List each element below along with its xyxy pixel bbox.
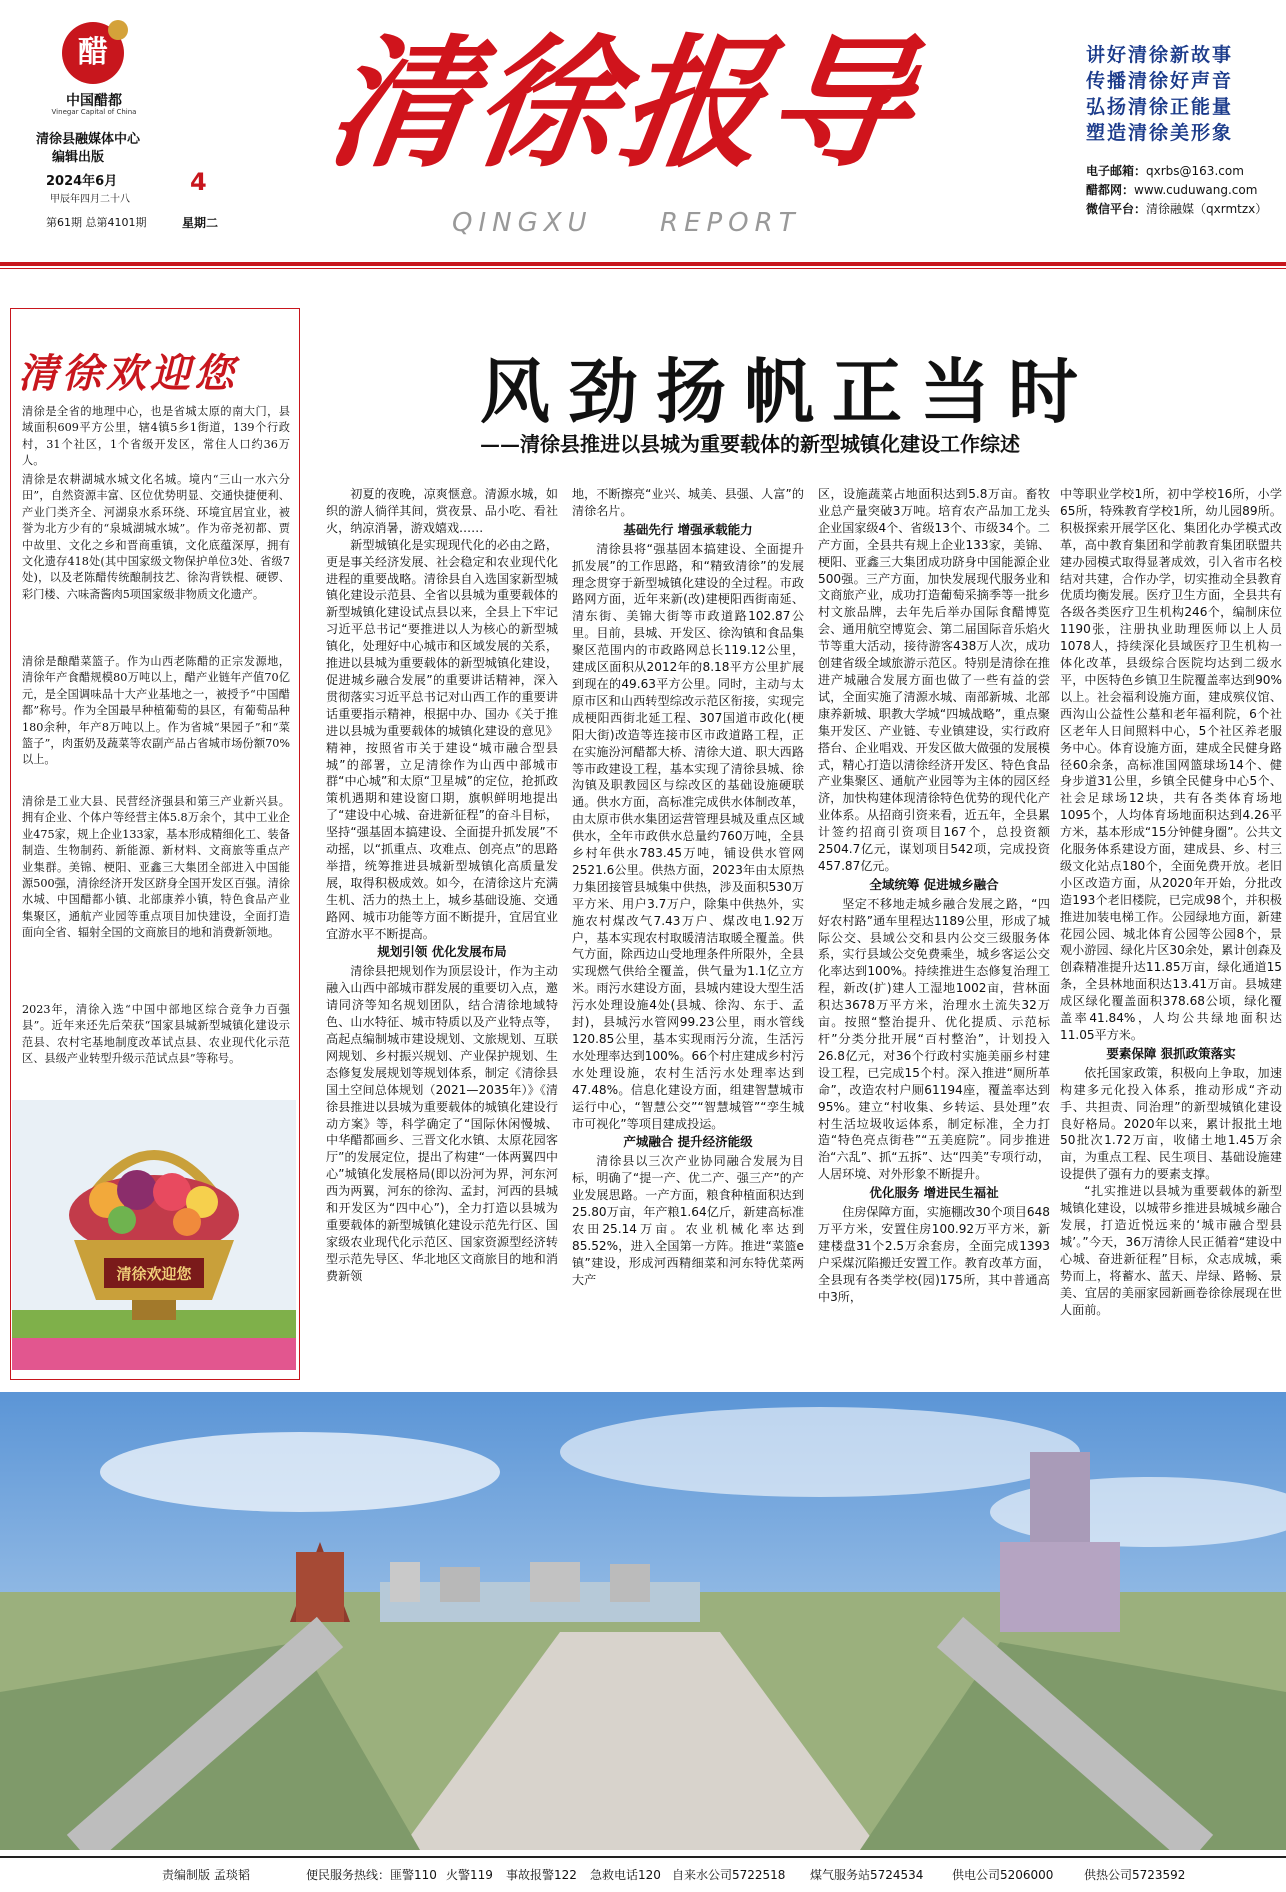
contact-website [1086, 181, 1276, 198]
footer-water: 自来水公司5722518 [672, 1868, 786, 1882]
publisher-line-1: 清徐县融媒体中心 [36, 132, 141, 147]
footer-power: 供电公司5206000 [952, 1868, 1054, 1882]
article-paragraph: 初夏的夜晚，凉爽惬意。清源水城，如织的游人徜徉其间，赏夜景、品小吃、看社火，纳凉消暑，游戏嬉戏…… [326, 487, 558, 535]
section-heading: 基础先行 增强承载能力 [623, 521, 753, 537]
footer-fire: 火警119 [446, 1868, 493, 1882]
basket-sign: 清徐欢迎您 [116, 1265, 192, 1283]
sidebar-paragraph-4: 清徐是工业大县、民营经济强县和第三产业新兴县。拥有企业、个体户等经营主体5.8万余个，其中工业企业475家，规上企业133家，基本形成精细化工、装备制造、生物制药、新能源、新材料、文商旅等重点产业集群。美锦、梗阳、亚鑫三大集团全部进入中国能源500强，清徐经济开发区跻身全国开发区百强。清徐水城、中国醋都小镇、北部康养小镇，特色食品产业集聚区，通航产业园等重点项目加快建设，全面打造面向全省、辐射全国的文商旅目的地和消费新领地。 [22, 795, 290, 940]
sidebar-paragraph-2: 清徐是农耕湖城水城文化名城。境内“三山一水六分田”，自然资源丰富、区位优势明显、交通快捷便利、产业门类齐全、河湖泉水系环绕、环境宜居宜业，被誉为北方少有的“泉城湖城水城”。作为帝尧初都、贾中故里、文化之乡和晋商重镇，文化底蕴深厚，拥有文化遗存418处(其中国家级文物保护单位3处、省级7处)，以及老陈醋传统酿制技艺、徐沟背铁棍、硬锣、彩门楼、六味斋酱肉5项国家级非物质文化遗产。 [22, 473, 290, 601]
city-panorama-photo [0, 1392, 1286, 1850]
section-heading: 全域统筹 促进城乡融合 [869, 876, 999, 892]
slogan-4: 塑造清徐美形象 [1086, 122, 1234, 144]
slogan-2: 传播清徐好声音 [1086, 70, 1234, 92]
article-paragraph: 地，不断擦亮“业兴、城美、县强、人富”的清徐名片。 [572, 487, 804, 518]
article-column-1 [326, 486, 558, 1285]
footer-emergency: 急救电话120 [590, 1868, 661, 1882]
vinegar-capital-logo: 醋 [62, 22, 124, 84]
footer-gas: 煤气服务站5724534 [810, 1868, 924, 1882]
contact-email-value[interactable]: qxrbs@163.com [1146, 164, 1244, 178]
newspaper-title-en-1: QINGXU [452, 208, 593, 238]
footer-bar [0, 1856, 1286, 1892]
article-paragraph: 清徐县将“强基固本搞建设、全面提升抓发展”的工作思路，和“精致清徐”的发展理念贯穿于新型城镇化建设的全过程。市政路网方面，近年来新(改)建梗阳西街南延、清东街、美锦大街等市政道路102.87公里。目前，县城、开发区、徐沟镇和食品集聚区范围内的市政路网总长119.12公里，建成区面积从2012年的8.18平方公里扩展到现在的49.63平方公里。同时，主动与太原市区和山西转型综改示范区衔接，实现完成梗阳西街北延工程、307国道市政化(梗阳大街)改造等连接市区市政道路工程，正在实施汾河醋都大桥、清徐大道、职大西路等市政建设工程，基本实现了清徐县城、徐沟镇及职教园区与综改区的基础设施硬联通。供水方面，高标准完成供水体制改革，由太原市供水集团运营管理县城及重点区域供水，全年市政供水总量约760万吨，全县乡村年供水783.45万吨，铺设供水管网2521.6公里。供热方面，2023年由太原热力集团接管县城集中供热，涉及面积530万平方米、用户3.7万户，除集中供热外，实施农村煤改气7.43万户、煤改电1.92万户，基本实现农村取暖清洁取暖全覆盖。供气方面，除西边山受地理条件所限外，全县实现燃气供给全覆盖，供气量为1.1亿立方米。雨污水建设方面，县城内建设大型生活污水处理设施4处(县城、徐沟、东于、孟封)，县城污水管网99.23公里，雨水管线120.85公里，基本实现雨污分流，生活污水处理率达到100%。66个村庄建成乡村污水处理设施，农村生活污水处理率达到47.48%。信息化建设方面，组建智慧城市运行中心，“智慧公交”“智慧城管”“孪生城市可视化”等项目建成投运。 [572, 541, 804, 1131]
article-paragraph: 清徐县把规划作为顶层设计，作为主动融入山西中部城市群发展的重要切入点，邀请同济等知名规划团队，结合清徐地域特色、山水特征、城市特质以及产业特点等，高起点编制城市建设规划、文旅规划、互联网规划、乡村振兴规划、产业保护规划、生态修复发展规划等规划体系，制定《清徐县国土空间总体规划（2021—2035年）》《清徐县推进以县城为重要载体的城镇化建设行动方案》等，科学确定了“国际休闲慢城、中华醋都画乡、三晋文化水镇、太原花园客厅”的发展定位，提出了构建“一体两翼四中心”城镇化发展格局(即以汾河为界，河东河西为两翼，河东的徐沟、孟封，河西的县城和开发区为“四中心”)，全力打造以县城为重要载体的新型城镇化建设示范先行区、国家级农业现代化示范区、国家资源型经济转型示范先导区、华北地区文商旅目的地和消费新领 [326, 964, 558, 1283]
section-heading: 产城融合 提升经济能级 [623, 1134, 753, 1150]
issue-date: 2024年6月 [46, 174, 118, 189]
section-heading: 规划引领 优化发展布局 [377, 944, 507, 960]
newspaper-title: 清徐报导 [318, 21, 926, 187]
brand-name-en: Vinegar Capital of China [51, 108, 137, 116]
article-paragraph: 清徐县以三次产业协同融合发展为目标，明确了“提一产、优二产、强三产”的产业发展思路。一产方面，粮食种植面积达到25.80万亩，年产粮1.64亿斤，新建高标准农田25.14万亩。农业机械化率达到85.52%，进入全国第一方阵。推进“菜篮e镇”建设，形成河西精细菜和河东特优菜两大产 [572, 1154, 804, 1287]
footer-hotline-police: 便民服务热线：匪警110 [306, 1868, 437, 1882]
brand-name-cn: 中国醋都 [66, 93, 122, 109]
article-column-4 [1060, 486, 1282, 1318]
sidebar-paragraph-3: 清徐是酿醋菜篮子。作为山西老陈醋的正宗发源地，清徐年产食醋规模80万吨以上，醋产业链年产值70亿元，是全国调味品十大产业基地之一，被授予“中国醋都”称号。作为全国最早种植葡萄的县区，有葡萄品种180余种，年产8万吨以上。作为省城“果园子”和“菜篮子”，肉蛋奶及蔬菜等农副产品占省城市场份额70%以上。 [22, 655, 290, 767]
article-paragraph: 中等职业学校1所，初中学校16所，小学65所，特殊教育学校1所，幼儿园89所。积极探索开展学区化、集团化办学模式改革，高中教育集团和学前教育集团联盟共建办园模式取得显著成效，引入省市名校结对共建，合作办学，切实推动全县教育优质均衡发展。医疗卫生方面，全县共有各级各类医疗卫生机构246个，编制床位1190张，注册执业助理医师以上人员1078人，持续深化县域医疗卫生机构一体化改革，县级综合医院均达到二级水平，中医特色乡镇卫生院覆盖率达到90%以上。社会福利设施方面，建成殡仪馆、西沟山公益性公墓和老年福利院，6个社区老年人日间照料中心，5个社区养老服务中心。体育设施方面，建成全民健身路径60余条，高标准国网篮球场14个、健身步道31公里，乡镇全民健身中心5个、社会足球场12块，共有各类体育场地1095个，人均体育场地面积达到4.26平方米，基本形成“15分钟健身圈”。公共文化服务体系建设方面，建成县、乡、村三级文化站点180个，全面免费开放。老旧小区改造方面，从2020年开始，分批改造193个老旧楼院，已完成98个，并积极推进加装电梯工作。公园绿地方面，新建花园公园、城北体育公园等公园8个，景观小游园、绿化片区30余处，累计创森及创森精准提升达11.85万亩，绿化通道15条，全县林地面积达13.41万亩。县城建成区绿化覆盖面积378.68公顷，绿化覆盖率41.84%，人均公共绿地面积达11.05平方米。 [1060, 487, 1282, 1042]
article-paragraph: 区，设施蔬菜占地面积达到5.8万亩。畜牧业总产量突破3万吨。培育农产品加工龙头企业国家级4个、省级13个、市级34个。二产方面，全县共有规上企业133家，美锦、梗阳、亚鑫三大集团成功跻身中国能源企业500强。三产方面，加快发展现代服务业和文商旅产业，成功打造葡萄采摘季等一批乡村文旅品牌，去年先后举办国际食醋博览会、通用航空博览会、第二届国际音乐焰火节等重大活动，接待游客438万人次，成功创建省级全域旅游示范区。特别是清徐在推进产城融合发展方面也做了一些有益的尝试，全面实施了清源水城、南部新城、北部康养新城、职教大学城“四城战略”，重点聚集开发区、产业链、专业镇建设，实行政府搭台、企业唱戏、开发区做大做强的发展模式，精心打造以清徐经济开发区、特色食品产业集聚区、通航产业园等为主体的园区经济，加快构建体现清徐特色优势的现代化产业体系。从招商引资来看，近五年，全县累计签约招商引资项目167个，总投资额2504.7亿元，谋划项目542项，完成投资457.87亿元。 [818, 487, 1050, 873]
article-paragraph: 住房保障方面，实施棚改30个项目648万平方米，安置住房100.92万平方米，新建楼盘31个2.5万余套房，全面完成1393户采煤沉陷搬迁安置工作。教育改革方面，全县现有各类学校(园)175所，其中普通高中3所， [818, 1205, 1050, 1304]
article-column-3 [818, 486, 1050, 1306]
footer-accident: 事故报警122 [506, 1868, 577, 1882]
slogan-1: 讲好清徐新故事 [1086, 44, 1234, 66]
article-paragraph: 新型城镇化是实现现代化的必由之路，更是事关经济发展、社会稳定和农业现代化进程的重要战略。清徐县自入选国家新型城镇化建设示范县、全省以县城为重要载体的新型城镇化建设试点县以来，全县上下牢记习近平总书记“要推进以人为核心的新型城镇化，处理好中心城市和区域发展的关系，推进以县城为重要载体的新型城镇化建设，促进城乡融合发展”的重要讲话精神，深入贯彻落实习近平总书记对山西工作的重要讲话重要指示精神，根据中办、国办《关于推进以县城为重要载体的城镇化建设的意见》精神，按照省市关于建设“城市融合型县城”的部署，立足清徐作为山西中部城市群“中心城”和太原“卫星城”的定位，抢抓政策机遇期和建设窗口期，旗帜鲜明地提出了“建设中心城、奋进新征程”的奋斗目标，坚持“强基固本搞建设、全面提升抓发展”不动摇，以“抓重点、攻难点、创亮点”的思路举措，统筹推进县城新型城镇化高质量发展，取得积极成效。如今，在清徐这片充满生机、活力的热土上，城乡基础设施、交通路网、城市功能等方面不断提升，宜居宜业宜游水平不断提高。 [326, 537, 558, 941]
newspaper-title-en-2: REPORT [660, 208, 801, 238]
article-subheadline: ——清徐县推进以县城为重要载体的新型城镇化建设工作综述 [480, 432, 1020, 456]
issue-number: 第61期 总第4101期 [46, 216, 147, 229]
contact-wechat [1086, 200, 1276, 217]
sidebar-heading: 清徐欢迎您 [18, 350, 238, 397]
slogan-3: 弘扬清徐正能量 [1086, 96, 1234, 118]
sidebar-paragraph-5: 2023年，清徐入选“中国中部地区综合竞争力百强县”。近年来还先后荣获“国家县城新型城镇化建设示范县、农村宅基地制度改革试点县、农业现代化示范区、县级产业转型升级示范试点县”等称号。 [22, 1003, 290, 1066]
section-heading: 优化服务 增进民生福祉 [869, 1185, 999, 1201]
publisher-line-2: 编辑出版 [52, 150, 105, 165]
contact-website-value[interactable]: www.cuduwang.com [1134, 183, 1258, 197]
article-paragraph: 依托国家政策，积极向上争取，加速构建多元化投入体系，推动形成“齐动手、共担责、同治理”的新型城镇化建设良好格局。2020年以来，累计报批土地50批次1.72万亩，收储土地1.45万余亩，为重点工程、民生项目、基础设施建设提供了强有力的要素支撑。 [1060, 1065, 1282, 1182]
footer-editor: 责编制版 孟琰韬 [162, 1868, 250, 1882]
contact-wechat-label: 微信平台： [1086, 202, 1147, 216]
masthead-rule-thick [0, 262, 1286, 266]
contact-website-label: 醋都网： [1086, 183, 1135, 197]
logo-gold-dot [108, 20, 128, 40]
contact-wechat-value: 清徐融媒（qxrmtzx） [1146, 202, 1268, 216]
flower-basket-image [12, 1100, 296, 1370]
contact-email-label: 电子邮箱： [1086, 164, 1147, 178]
weekday: 星期二 [182, 216, 219, 230]
section-heading: 要素保障 狠抓政策落实 [1106, 1045, 1236, 1061]
article-paragraph: 坚定不移地走城乡融合发展之路，“四好农村路”通车里程达1189公里，形成了城际公交、县域公交和县内公交三级服务体系，实行县域公交免费乘坐，城乡客运公交化率达到100%。持续推进生态修复治理工程，新改(扩)建人工湿地1002亩，营林面积达3678万平方米，治理水土流失32万亩。按照“整治提升、优化提质、示范标杆”分类分批开展“百村整治”，计划投入26.8亿元，对36个行政村实施美丽乡村建设工程，已完成15个村。深入推进“厕所革命”，改造农村户厕61194座，覆盖率达到95%。建立“村收集、乡转运、县处理”农村生活垃圾收运体系，制定标准，全力打造“特色亮点街巷”“五美庭院”。同步推进治“六乱”、抓“五拆”、达“四美”专项行动，人居环境、对外形象不断提升。 [818, 896, 1050, 1182]
issue-day: 4 [190, 168, 207, 196]
sidebar-paragraph-1: 清徐是全省的地理中心，也是省城太原的南大门，县域面积609平方公里，辖4镇5乡1街道，139个行政村，31个社区，1个省级开发区，常住人口约36万人。 [22, 405, 290, 468]
article-paragraph: “扎实推进以县城为重要载体的新型城镇化建设，以城带乡推进县城城乡融合发展，打造近悦远来的‘城市融合型县城’。”今天，36万清徐人民正循着“建设中心城、奋进新征程”目标，众志成城，乘势而上，将蓄水、蓝天、岸绿、路畅、景美、宜居的美丽家园新画卷徐徐展现在世人面前。 [1060, 1184, 1282, 1317]
article-headline: 风劲扬帆正当时 [480, 351, 1096, 433]
footer-heating: 供热公司5723592 [1084, 1868, 1186, 1882]
article-column-2 [572, 486, 804, 1289]
lunar-date: 甲辰年四月二十八 [50, 194, 130, 205]
contact-email [1086, 162, 1276, 179]
masthead-rule-thin [0, 268, 1286, 269]
